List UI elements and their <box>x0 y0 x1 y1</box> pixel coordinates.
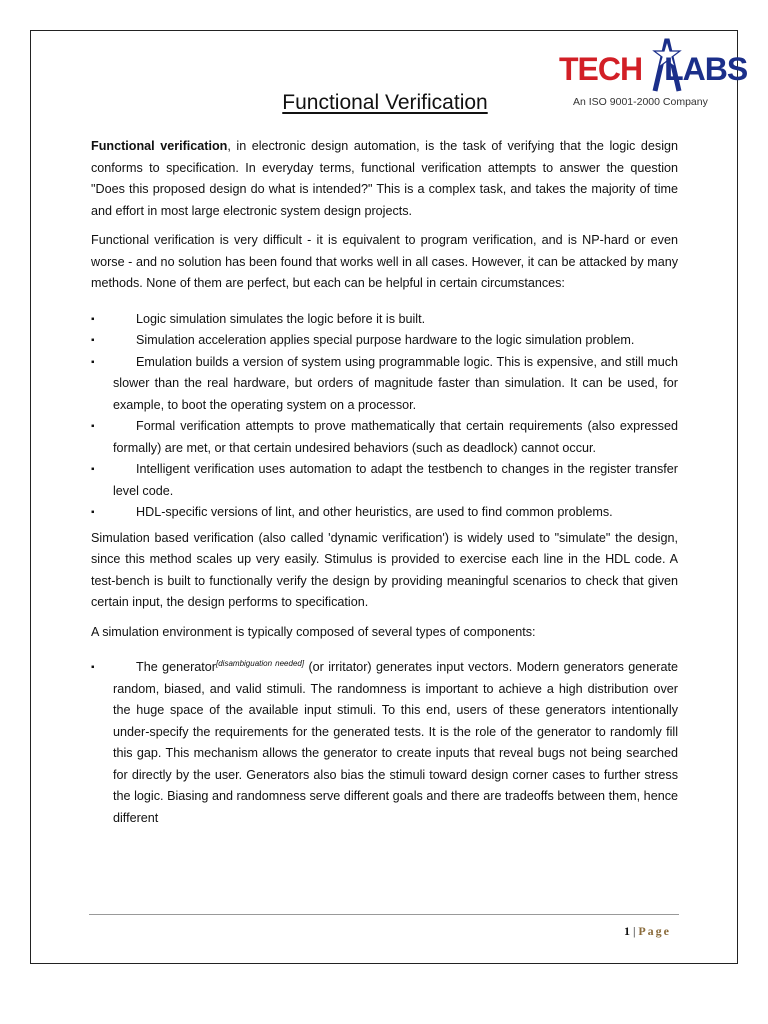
logo-word-tech: TECH <box>559 51 643 87</box>
bullet-icon: ▪ <box>91 662 95 673</box>
bullet-icon: ▪ <box>91 421 95 432</box>
page-title: Functional Verification <box>282 91 488 114</box>
disambiguation-note[interactable]: [disambiguation needed] <box>216 658 305 668</box>
paragraph-intro <box>91 136 678 222</box>
components-list <box>91 657 678 829</box>
generator-text: (or irritator) generates input vectors. Modern generators generate random, biased, and valid stimuli. The randomness is important to achieve a high distribution over the huge space of the available input stimuli. To this end, users of these generators intentionally under-specify the requirements for the generated tests. It is the role of the generator to randomly fill this gap. This mechanism allows the generator to create inputs that reveal bugs not being searched for directly by the user. Generators also bias the stimuli toward design corner cases to further stress the logic. Biasing and randomness serve different goals and there are tradeoffs between them, hence different <box>113 660 678 825</box>
bullet-icon: ▪ <box>91 464 95 475</box>
list-item: ▪ Emulation builds a version of system using programmable logic. This is expensive, and still much slower than the real hardware, but orders of magnitude faster than simulation. It can be used, for example, to boot the operating system on a processor. <box>91 352 678 417</box>
footer-divider <box>89 914 679 915</box>
document-page <box>30 30 748 964</box>
paragraph-simulation: Simulation based verification (also called 'dynamic verification') is widely used to "simulate" the design, since this method scales up very easily. Stimulus is provided to exercise each line in the HDL code. A test-bench is built to functionally verify the design by providing meaningful scenarios to check that given certain input, the design performs to specification. <box>91 530 678 609</box>
intro-text: , in electronic design automation, is the task of verifying that the logic design conforms to specification. In everyday terms, functional verification attempts to answer the question "Does this proposed design do what is intended?" This is a complex task, and takes the majority of time and effort in most large electronic system design projects. <box>91 139 678 218</box>
bullet-icon: ▪ <box>91 313 95 325</box>
footer-separator: | <box>632 924 636 938</box>
methods-list <box>91 309 678 524</box>
logo-wordmark <box>559 51 747 88</box>
list-item: ▪ HDL-specific versions of lint, and other heuristics, are used to find common problems. <box>91 502 678 524</box>
list-item: ▪ Formal verification attempts to prove mathematically that certain requirements (also expressed formally) are met, or that certain undesired behaviors (such as deadlock) cannot occur. <box>91 416 678 459</box>
bullet-icon: ▪ <box>91 356 95 368</box>
list-item <box>91 657 678 829</box>
bullet-icon: ▪ <box>91 335 95 346</box>
document-body <box>91 136 678 833</box>
generator-lead: The generator <box>136 660 216 674</box>
page-label: Page <box>638 924 671 938</box>
list-item: ▪ Intelligent verification uses automation to adapt the testbench to changes in the register transfer level code. <box>91 459 678 502</box>
page-footer <box>624 924 671 939</box>
paragraph-components: A simulation environment is typically composed of several types of components: <box>91 624 536 639</box>
list-item: ▪ Logic simulation simulates the logic before it is built. <box>91 309 678 331</box>
logo-tagline: An ISO 9001-2000 Company <box>573 96 708 108</box>
logo-word-labs: LABS <box>664 51 748 87</box>
bullet-icon: ▪ <box>91 507 95 518</box>
paragraph-difficulty: Functional verification is very difficult - it is equivalent to program verification, and is NP-hard or even worse - and no solution has been found that works well in all cases. However, it can be attacked by many methods. None of them are perfect, but each can be helpful in certain circumstances: <box>91 233 678 290</box>
list-item: ▪ Simulation acceleration applies special purpose hardware to the logic simulation problem. <box>91 330 678 352</box>
intro-term: Functional verification <box>91 139 228 153</box>
page-number: 1 <box>623 924 630 938</box>
